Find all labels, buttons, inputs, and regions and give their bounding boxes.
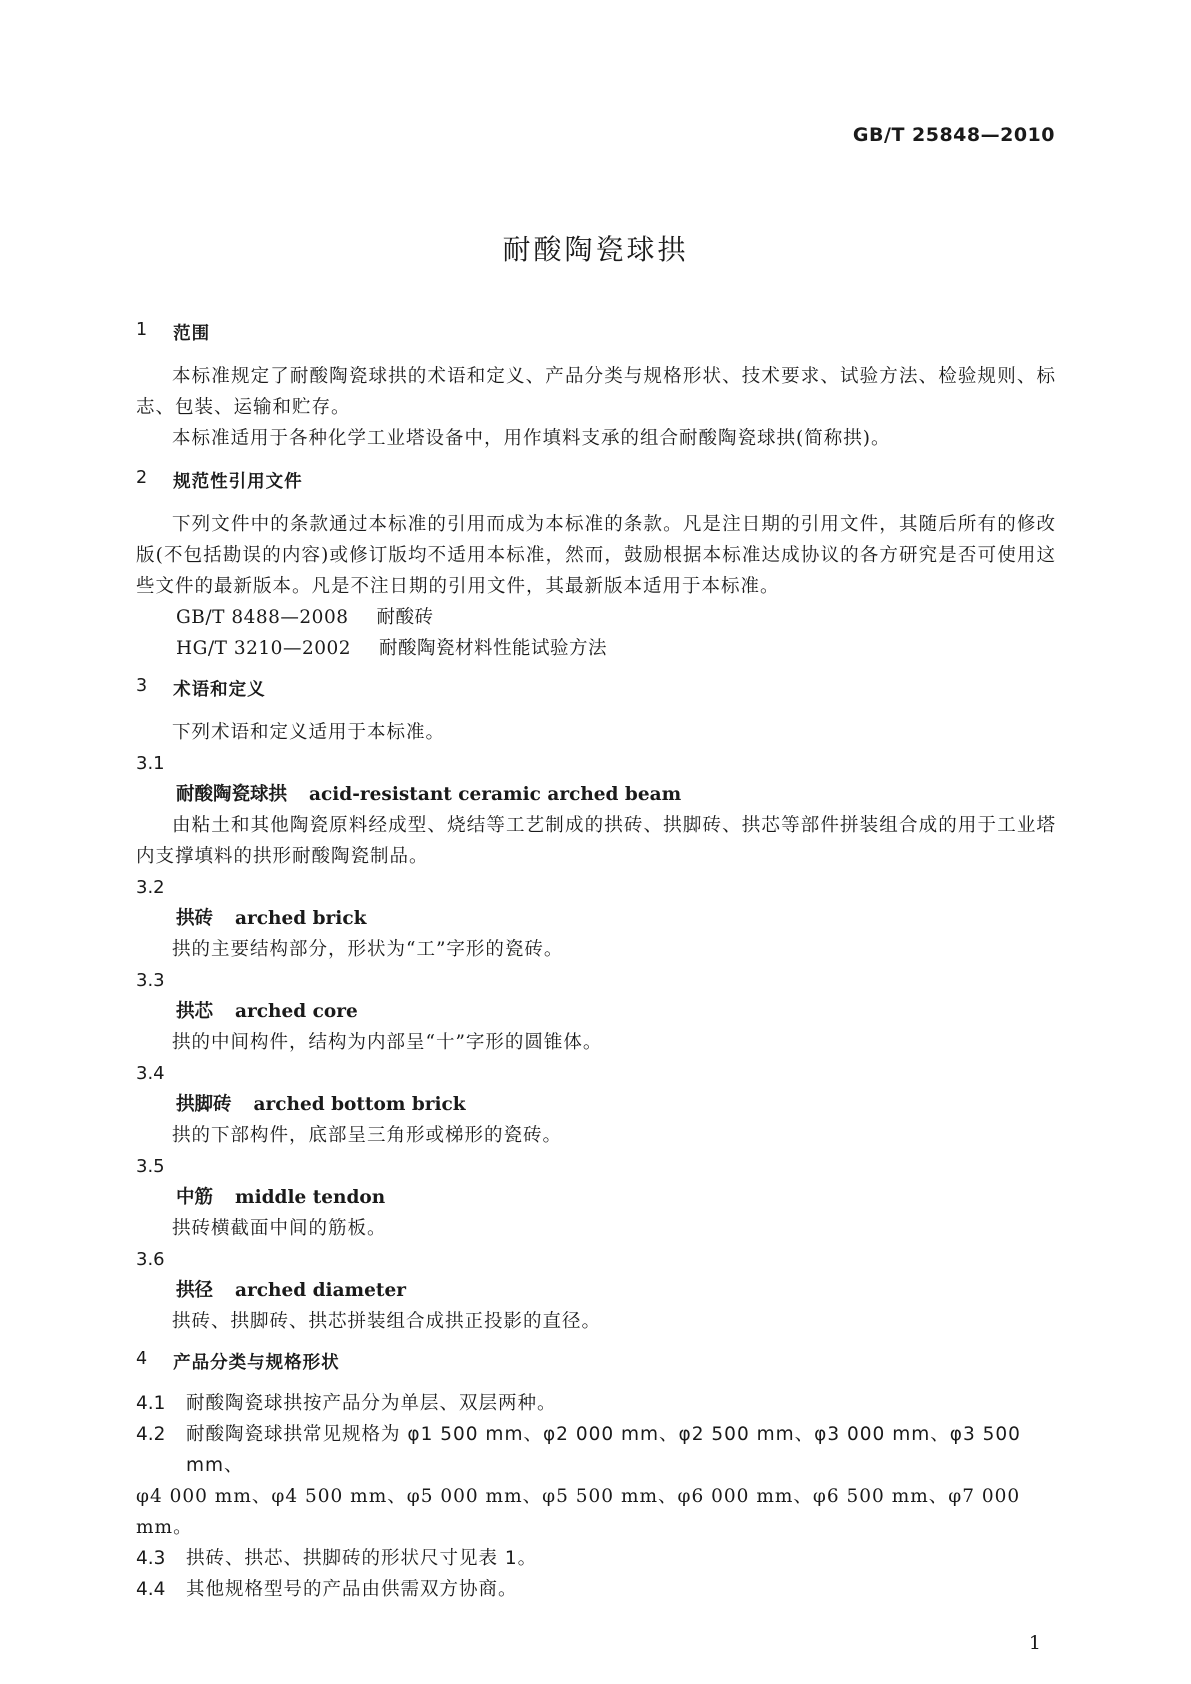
page-title: 耐酸陶瓷球拱 [502, 233, 689, 266]
term-title: 拱芯 arched core [176, 1001, 358, 1022]
clause-number: 3.3 [136, 970, 165, 991]
term-title: 拱径 arched diameter [176, 1280, 406, 1301]
paragraph: 下列文件中的条款通过本标准的引用而成为本标准的条款。凡是注日期的引用文件，其随后所有的修改版(不包括勘误的内容)或修订版均不适用本标准，然而，鼓励根据本标准达成协议的各方研究是否可使用这些文件的最新版本。凡是不注日期的引用文件，其最新版本适用于本标准。 [136, 514, 1056, 597]
term-definition: 由粘土和其他陶瓷原料经成型、烧结等工艺制成的拱砖、拱脚砖、拱芯等部件拼装组合成的用于工业塔内支撑填料的拱形耐酸陶瓷制品。 [136, 815, 1056, 867]
term-definition: 拱的主要结构部分，形状为“工”字形的瓷砖。 [172, 939, 564, 960]
clause-number: 3.4 [136, 1063, 165, 1084]
clause-item: 4.4 其他规格型号的产品由供需双方协商。 [136, 1579, 518, 1600]
clause-item: 4.3 拱砖、拱芯、拱脚砖的形状尺寸见表 1。 [136, 1548, 538, 1569]
term-title: 耐酸陶瓷球拱 acid-resistant ceramic arched beam [176, 784, 682, 805]
clause-item: 4.1 耐酸陶瓷球拱按产品分为单层、双层两种。 [136, 1393, 557, 1414]
section-heading: 1 范围 [136, 320, 211, 344]
term-definition: 拱砖横截面中间的筋板。 [172, 1218, 387, 1239]
paragraph: 下列术语和定义适用于本标准。 [172, 722, 446, 743]
term-title: 中筋 middle tendon [176, 1187, 386, 1208]
term-title: 拱砖 arched brick [176, 908, 367, 929]
clause-number: 3.6 [136, 1249, 165, 1270]
clause-continuation: φ4 000 mm、φ4 500 mm、φ5 000 mm、φ5 500 mm、φ6 000 mm、φ6 500 mm、φ7 000 mm。 [136, 1486, 1021, 1538]
document-body [136, 320, 1056, 1605]
section-heading: 4 产品分类与规格形状 [136, 1349, 340, 1373]
paragraph: 本标准规定了耐酸陶瓷球拱的术语和定义、产品分类与规格形状、技术要求、试验方法、检验规则、标志、包装、运输和贮存。 [136, 366, 1056, 418]
paragraph: 本标准适用于各种化学工业塔设备中，用作填料支承的组合耐酸陶瓷球拱(简称拱)。 [172, 428, 891, 449]
section-heading: 2 规范性引用文件 [136, 468, 303, 492]
standard-code: GB/T 25848—2010 [852, 124, 1055, 146]
page-number: 1 [1028, 1632, 1041, 1654]
term-definition: 拱的下部构件，底部呈三角形或梯形的瓷砖。 [172, 1125, 563, 1146]
clause-item: 4.2 耐酸陶瓷球拱常见规格为 φ1 500 mm、φ2 000 mm、φ2 500 mm、φ3 000 mm、φ3 500 mm、 [136, 1424, 1021, 1476]
clause-number: 3.1 [136, 753, 165, 774]
clause-number: 3.2 [136, 877, 165, 898]
term-definition: 拱的中间构件，结构为内部呈“十”字形的圆锥体。 [172, 1032, 603, 1053]
term-title: 拱脚砖 arched bottom brick [176, 1094, 466, 1115]
section-heading: 3 术语和定义 [136, 676, 266, 700]
term-definition: 拱砖、拱脚砖、拱芯拼装组合成拱正投影的直径。 [172, 1311, 602, 1332]
clause-number: 3.5 [136, 1156, 165, 1177]
reference-item: HG/T 3210—2002 耐酸陶瓷材料性能试验方法 [176, 638, 608, 659]
reference-item: GB/T 8488—2008 耐酸砖 [176, 607, 434, 628]
